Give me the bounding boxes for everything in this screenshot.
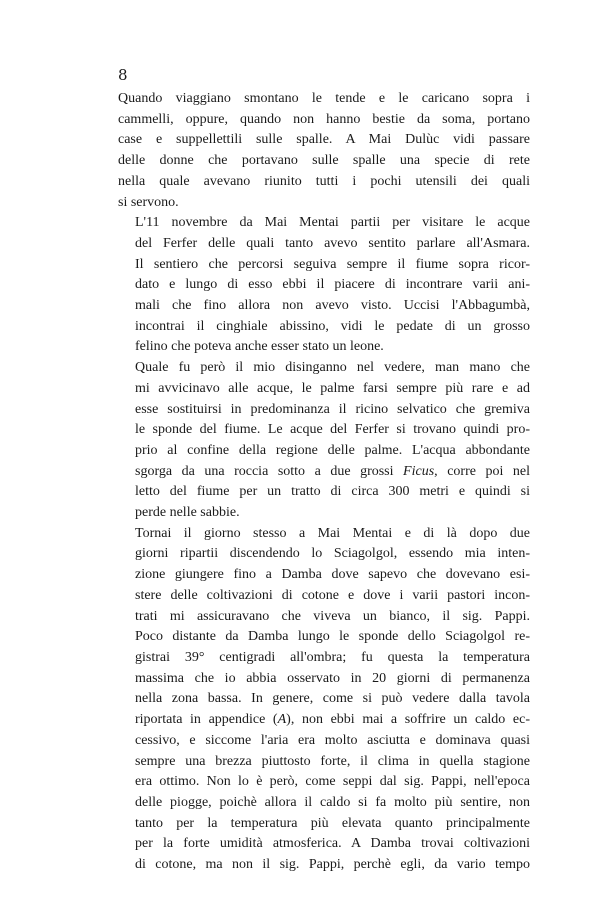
text-line: massima che io abbia osservato in 20 giorni di permanenza <box>135 670 530 686</box>
text-line: sempre una brezza piuttosto forte, il clima in quella stagione <box>135 753 530 769</box>
text-line: tanto per la temperatura più elevata quanto principalmente <box>135 815 530 831</box>
text-line: Tornai il giorno stesso a Mai Mentai e di là dopo due <box>135 525 530 541</box>
body-text <box>118 89 530 876</box>
text-line: mi avvicinavo alle acque, le palme farsi sempre più rare e ad <box>135 380 530 396</box>
text-line: nella zona bassa. In genere, come si può vedere dalla tavola <box>135 691 530 707</box>
paragraph <box>118 89 530 213</box>
text-line: sgorga da una roccia sotto a due grossi Ficus, corre poi nel <box>135 463 530 479</box>
text-line: le sponde del fiume. Le acque del Ferfer si trovano quindi pro- <box>135 422 530 438</box>
text-line: riportata in appendice (A), non ebbi mai a soffrire un caldo ec- <box>135 712 531 728</box>
text-line: delle piogge, poichè allora il caldo si fa molto più sentire, non <box>135 794 530 810</box>
text-line: nella quale avevano riunito tutti i pochi utensili dei quali <box>118 173 530 189</box>
text-line: Quale fu però il mio disinganno nel vedere, man mano che <box>135 360 530 376</box>
text-line: felino che poteva anche esser stato un leone. <box>135 339 384 355</box>
text-line: cammelli, oppure, quando non hanno bestie da soma, portano <box>118 111 530 127</box>
text-line: del Ferfer delle quali tanto avevo sentito parlare all'Asmara. <box>135 235 530 251</box>
text-line: Poco distante da Damba lungo le sponde dello Sciagolgol re- <box>135 629 530 645</box>
text-line: case e suppellettili sulle spalle. A Mai Dulùc vidi passare <box>118 132 530 148</box>
text-line: cessivo, e siccome l'aria era molto asciutta e dominava quasi <box>135 732 530 748</box>
text-line: perde nelle sabbie. <box>135 505 240 521</box>
paragraph <box>118 358 530 524</box>
page-number: 8 <box>118 66 128 84</box>
text-line: zione giungere fino a Damba dove sapevo che dovevano esi- <box>135 567 530 583</box>
paragraph <box>118 524 530 876</box>
text-line: Il sentiero che percorsi seguiva sempre il fiume sopra ricor- <box>135 256 530 272</box>
text-line: dato e lungo di esso ebbi il piacere di incontrare varii ani- <box>135 277 530 293</box>
text-line: esse sostituirsi in predominanza il ricino selvatico che gremiva <box>135 401 530 417</box>
text-line: L'11 novembre da Mai Mentai partii per visitare le acque <box>135 215 530 231</box>
text-line: trati mi assicuravano che viveva un bianco, il sig. Pappi. <box>135 608 530 624</box>
text-line: prio al confine della regione delle palme. L'acqua abbondante <box>135 442 530 458</box>
text-line: gistrai 39° centigradi all'ombra; fu questa la temperatura <box>135 649 530 665</box>
text-line: letto del fiume per un tratto di circa 300 metri e quindi si <box>135 484 530 500</box>
text-line: Quando viaggiano smontano le tende e le caricano sopra i <box>118 91 530 106</box>
text-line: stere delle coltivazioni di cotone e dove i varii pastori incon- <box>135 587 530 603</box>
text-line: giorni ripartii discendendo lo Sciagolgol, essendo mia inten- <box>135 546 530 562</box>
text-line: di cotone, ma non il sig. Pappi, perchè egli, da vario tempo <box>135 857 530 873</box>
text-line: era ottimo. Non lo è però, come seppi dal sig. Pappi, nell'epoca <box>135 774 530 790</box>
text-line: si servono. <box>118 194 179 210</box>
italic-term: Ficus <box>403 463 435 479</box>
italic-term: A <box>277 712 287 728</box>
text-line: incontrai il cinghiale abissino, vidi le pedate di un grosso <box>135 318 530 334</box>
paragraph <box>118 213 530 358</box>
text-line: mali che fino allora non avevo visto. Uccisi l'Abbagumbà, <box>135 298 530 314</box>
text-line: delle donne che portavano sulle spalle una specie di rete <box>118 153 530 169</box>
text-line: per la forte umidità atmosferica. A Damba trovai coltivazioni <box>135 836 530 852</box>
